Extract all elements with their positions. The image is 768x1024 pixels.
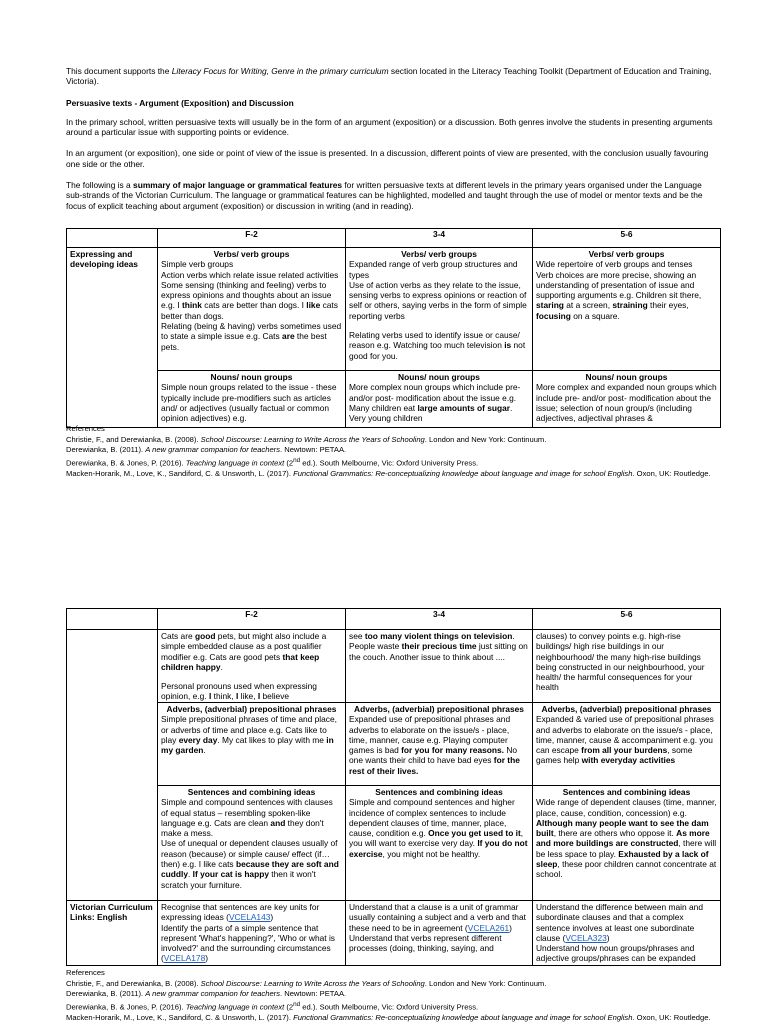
- text: Understand the difference between main and subordinate clauses and that a complex sentence involves at least one subordinate clause (: [536, 902, 703, 943]
- text: Relating (being & having) verbs sometimes used to state a simple issue e.g. Cats: [161, 321, 342, 342]
- text: , there are others who oppose it.: [553, 828, 677, 839]
- table-row: [67, 786, 721, 901]
- text: , you will want to exercise very day.: [349, 828, 524, 849]
- intro-paragraph-1: [66, 66, 716, 87]
- text: is: [504, 340, 512, 351]
- text: their eyes,: [647, 300, 689, 311]
- text: Exhausted by a lack of sleep: [536, 848, 709, 870]
- text: Understand that a clause is a unit of grammar usually containing a subject and a verb and that these need to be in agreement (: [349, 902, 526, 933]
- text: ): [270, 912, 274, 923]
- text: [161, 838, 342, 889]
- cell-verbs-34: [346, 248, 533, 371]
- text: at a screen,: [563, 300, 613, 311]
- curriculum-link[interactable]: VCELA143: [228, 912, 271, 923]
- text: Teaching language in context: [185, 1002, 285, 1012]
- text: [349, 631, 529, 662]
- text: As more and more buildings are constructed: [536, 828, 710, 849]
- text: ): [606, 932, 610, 943]
- text: their precious time: [401, 641, 477, 652]
- text: More complex and expanded noun groups which include pre- and/or post- modification about the issue; selection of noun group/s (including adjectives, adjectival phrases &: [536, 382, 717, 424]
- text: If your cat is happy: [192, 869, 269, 880]
- text: Literacy Focus for Writing, Genre in the primary curriculum: [171, 66, 389, 76]
- text: Macken-Horarik, M., Love, K., Sandiford, C. & Unsworth, L. (2017).: [66, 468, 294, 478]
- curriculum-link[interactable]: VCELA323: [565, 932, 607, 943]
- text: . My cat likes to play with me: [217, 734, 327, 745]
- text: More complex noun groups which include pre- and/or post- modification about the issue e.g. Many children eat: [349, 382, 521, 413]
- text: . Oxon, UK: Routledge.: [632, 468, 711, 478]
- text: on a square.: [570, 310, 620, 321]
- text: The following is a: [66, 180, 134, 191]
- reference-item: [66, 435, 716, 446]
- curriculum-link[interactable]: VCELA178: [163, 953, 206, 964]
- intro-paragraph-4: [66, 180, 716, 211]
- text: , there will be less space to play.: [536, 838, 717, 859]
- cell-continued-34: [346, 630, 533, 703]
- header-56: 5-6: [533, 609, 721, 630]
- text: straining: [612, 300, 648, 311]
- text: , these poor children cannot concentrate at school.: [536, 859, 717, 880]
- table-header-row: [67, 229, 721, 248]
- text: think: [181, 300, 202, 311]
- subheading: Sentences and combining ideas: [562, 787, 691, 797]
- table-row: [67, 901, 721, 966]
- text: [161, 923, 342, 964]
- text: Derewianka, B. (2011).: [66, 989, 146, 999]
- text: large amounts of sugar: [417, 402, 511, 413]
- header-f2: F-2: [158, 609, 346, 630]
- text: School Discourse: Learning to Write Across the Years of Schooling: [200, 434, 425, 444]
- text: A new grammar companion for teachers: [145, 445, 280, 455]
- text: Derewianka, B. & Jones, P. (2016).: [66, 458, 186, 468]
- text: Expanded & varied use of prepositional phrases and adverbs to elaborate on the issue/s - place, time, manner, cause & accompaniment e.g. you can escape: [536, 714, 714, 756]
- text: This document supports the: [66, 66, 172, 76]
- page-2: [0, 512, 768, 1024]
- text: section located in the Literacy Teaching Toolkit (Department of Education and Training, Victoria).: [66, 66, 712, 87]
- text: , you might not be healthy.: [382, 848, 481, 859]
- cell-sentences-f2: [158, 786, 346, 901]
- text: [161, 681, 342, 701]
- text: [161, 797, 342, 838]
- text: nd: [293, 1000, 301, 1008]
- text: that keep children happy: [161, 651, 320, 672]
- text: Expanded range of verb group structures and types: [349, 259, 518, 280]
- text: in my garden: [161, 734, 334, 756]
- text: like,: [238, 691, 258, 701]
- text: nd: [293, 456, 301, 464]
- text: the best pets.: [161, 331, 327, 352]
- text: . Newtown: PETAA.: [280, 989, 347, 999]
- text: [349, 797, 529, 859]
- reference-item: [66, 456, 716, 469]
- text: Simple noun groups related to the issue - these typically include pre-modifiers such as articles and/ or adjectives (usually factual or common opinion adjectives) e.g.: [161, 382, 337, 424]
- text: every day: [178, 734, 218, 745]
- row-heading-curriculum: Victorian Curriculum Links: English: [67, 901, 158, 966]
- text: [349, 330, 529, 361]
- text: ): [509, 922, 512, 933]
- text: think,: [211, 691, 236, 701]
- cell-nouns-34: [346, 371, 533, 428]
- text: Simple and compound sentences with clauses of equal status – resembling spoken-like language e.g. Cats are clean: [161, 797, 333, 828]
- intro-paragraph-3: In an argument (or exposition), one side or point of view of the issue is presented. In a discussion, different points of view are presented, with the conclusion usually favouring one side or the other.: [66, 148, 709, 169]
- text: . Very young children: [349, 402, 513, 424]
- text: If you do not exercise: [349, 838, 528, 859]
- cell-continued-f2: [158, 630, 346, 703]
- text: see: [349, 631, 365, 641]
- reference-item: [66, 989, 716, 1000]
- features-table-part-1: [66, 228, 721, 428]
- text: Macken-Horarik, M., Love, K., Sandiford, C. & Unsworth, L. (2017).: [66, 1012, 294, 1022]
- text: Relating verbs used to identify issue or cause/ reason e.g. Watching too much television: [349, 330, 520, 351]
- text: Functional Grammatics: Re-conceptualizing knowledge about language and image for school English: [293, 468, 633, 478]
- header-empty: [67, 229, 158, 248]
- text: Identify the parts of a simple sentence that represent 'What's happening?', 'Who or what is involved?' and the surrounding circumstances (: [161, 922, 335, 964]
- intro-paragraph-2: In the primary school, written persuasive texts will usually be in the form of an argument (exposition) or a discussion. Both genres involve the students in presenting arguments around a particular issue with supporting points or evidence.: [66, 116, 713, 138]
- text: for written persuasive texts at different levels in the primary years organised under the Language sub-strands of the Victorian Curriculum. The language or grammatical features can be highlighted, modelled and taught through the use of model or mentor texts and be the focus of explicit teaching about argument (exposition) or discussion in writing (and in reading).: [66, 180, 703, 211]
- text: I: [208, 691, 212, 701]
- cell-adverbs-f2: [158, 703, 346, 786]
- text: Understand that verbs represent different processes (doing, thinking, saying, and: [349, 932, 502, 954]
- text: Personal pronouns used when expressing opinion, e.g.: [161, 681, 317, 701]
- references: [66, 424, 716, 480]
- text: with everyday activities: [581, 755, 676, 766]
- header-56: 5-6: [533, 229, 721, 248]
- text: just sitting on the couch. Another issue to think about ....: [349, 641, 528, 662]
- curriculum-link[interactable]: VCELA261: [467, 922, 510, 933]
- text: Wide range of dependent clauses (time, manner, place, cause, condition, concession) e.g.: [536, 797, 717, 818]
- text: .: [203, 745, 206, 756]
- text: clauses) to convey points e.g. high-rise buildings/ high rise buildings in our neighbourhood/ the many high-rise buildings being constructed in our neighbourhood, your health/ the harmful consequences for your health: [536, 631, 705, 693]
- text: Once you get used to it: [428, 828, 521, 839]
- text: Wide repertoire of verb groups and tenses: [536, 259, 693, 270]
- text: I: [257, 691, 261, 701]
- text: [161, 902, 342, 923]
- cell-continued-56: [533, 630, 721, 703]
- header-34: 3-4: [346, 229, 533, 248]
- text: Verb choices are more precise, showing an understanding of presentation of issue and supporting arguments e.g. Children sit there,: [536, 269, 702, 301]
- cell-adverbs-56: [533, 703, 721, 786]
- text: [349, 382, 529, 423]
- text: (2: [284, 458, 294, 468]
- text: too many violent things on television: [364, 631, 513, 641]
- text: Use of action verbs as they relate to the issue, sensing verbs to express opinions or reaction of self or others, saying verbs in the form of simple reporting verbs: [349, 279, 527, 321]
- text: (2: [284, 1002, 294, 1012]
- text: School Discourse: Learning to Write Across the Years of Schooling: [200, 978, 425, 988]
- text: [161, 631, 342, 672]
- cell-curriculum-34: [346, 901, 533, 966]
- table-row: [67, 248, 721, 371]
- cell-verbs-f2: [158, 248, 346, 371]
- header-f2: F-2: [158, 229, 346, 248]
- text: [536, 797, 717, 879]
- text: . London and New York: Continuum.: [424, 434, 547, 444]
- cell-adverbs-34: [346, 703, 533, 786]
- cell-curriculum-f2: [158, 901, 346, 966]
- features-table-part-2: [66, 608, 721, 966]
- section-heading: Persuasive texts - Argument (Exposition) and Discussion: [66, 97, 294, 108]
- cell-verbs-56: [533, 248, 721, 371]
- text: they don't make a mess.: [161, 817, 324, 839]
- text: and: [270, 817, 286, 828]
- text: [349, 714, 529, 776]
- subheading: Sentences and combining ideas: [375, 787, 503, 797]
- text: Derewianka, B. & Jones, P. (2016).: [66, 1002, 186, 1012]
- text: Christie, F., and Derewianka, B. (2008).: [66, 434, 201, 444]
- text: Use of unequal or dependent clauses usually of reason (because) or simple cause/ effect (if…then) e.g. I like cats: [161, 838, 338, 870]
- text: for the rest of their lives.: [349, 755, 520, 776]
- text: [349, 902, 529, 933]
- header-empty: [67, 609, 158, 630]
- table-header-row: [67, 609, 721, 630]
- table-row: [67, 703, 721, 786]
- text: from all your burdens: [581, 745, 668, 756]
- spacer: [161, 672, 342, 681]
- text: . London and New York: Continuum.: [424, 978, 547, 988]
- text: Christie, F., and Derewianka, B. (2008).: [66, 978, 201, 988]
- text: [536, 714, 717, 765]
- subheading: Nouns/ noun groups: [398, 372, 480, 382]
- subheading: Sentences and combining ideas: [187, 787, 316, 797]
- text: . People waste: [349, 631, 515, 652]
- cell-nouns-56: [533, 371, 721, 428]
- text: [536, 902, 717, 943]
- text: for you for many reasons.: [401, 745, 504, 756]
- text: Teaching language in context: [185, 458, 285, 468]
- text: [161, 714, 342, 755]
- text: Recognise that sentences are key units for expressing ideas (: [161, 902, 320, 923]
- cell-sentences-56: [533, 786, 721, 901]
- text: . Oxon, UK: Routledge.: [632, 1012, 711, 1022]
- subheading: Verbs/ verb groups: [588, 249, 665, 259]
- text: staring: [536, 300, 564, 311]
- subheading: Nouns/ noun groups: [585, 372, 668, 382]
- intro: [66, 66, 716, 222]
- cell-nouns-f2: [158, 371, 346, 428]
- text: No one wants their child to have bad eyes: [349, 745, 518, 766]
- references-title: References: [66, 424, 105, 433]
- text: Simple prepositional phrases of time and place, or adverbs of time and place e.g. Cats like to play: [161, 714, 337, 745]
- text: ed.). South Melbourne, Vic: Oxford University Press.: [300, 458, 479, 468]
- row-heading-empty: [67, 630, 158, 901]
- text: . Newtown: PETAA.: [280, 445, 347, 455]
- text: , some games help: [536, 745, 693, 766]
- subheading: Nouns/ noun groups: [210, 372, 293, 382]
- text: I: [235, 691, 239, 701]
- text: because they are soft and cuddly: [161, 859, 339, 880]
- text: Functional Grammatics: Re-conceptualizing knowledge about language and image for school English: [293, 1012, 633, 1022]
- cell-sentences-34: [346, 786, 533, 901]
- reference-item: [66, 979, 716, 990]
- text: then it won't scratch your furniture.: [161, 869, 316, 890]
- text: Action verbs which relate issue related activities: [161, 269, 339, 280]
- text: cats better than dogs.: [161, 300, 338, 321]
- table-row: [67, 371, 721, 428]
- reference-item: [66, 445, 716, 456]
- text: like: [306, 300, 321, 311]
- text: Expanded use of prepositional phrases and adverbs to elaborate on the issue/s - place, time, manner, cause e.g. Playing computer games is bad: [349, 714, 511, 756]
- reference-item: [66, 1000, 716, 1013]
- text: summary of major language or grammatical features: [133, 180, 343, 191]
- text: Derewianka, B. (2011).: [66, 445, 146, 455]
- text: Although many people want to see the dam built: [536, 817, 709, 839]
- header-34: 3-4: [346, 609, 533, 630]
- subheading: Verbs/ verb groups: [213, 249, 290, 259]
- text: .: [188, 869, 193, 880]
- text: [161, 321, 342, 352]
- text: ed.). South Melbourne, Vic: Oxford University Press.: [300, 1002, 479, 1012]
- text: Cats are: [161, 631, 195, 641]
- spacer: [349, 321, 529, 330]
- text: pets, but might also include a simple embedded clause as a post qualifier modifier e.g. Cats are good pets: [161, 631, 327, 662]
- references: [66, 968, 716, 1024]
- cell-curriculum-56: [533, 901, 721, 966]
- reference-item: [66, 469, 716, 480]
- text: not good for you.: [349, 340, 526, 361]
- subheading: Adverbs, (adverbial) prepositional phrases: [354, 704, 524, 714]
- text: Understand how noun groups/phrases and adjective groups/phrases can be expanded: [536, 943, 696, 964]
- text: .: [220, 661, 223, 672]
- text: ): [205, 953, 209, 964]
- subheading: Adverbs, (adverbial) prepositional phrases: [541, 704, 712, 714]
- text: focusing: [536, 310, 571, 321]
- text: cats are better than dogs. I: [201, 300, 307, 311]
- text: Simple verb groups: [161, 259, 234, 270]
- table-row: [67, 630, 721, 703]
- text: [536, 270, 717, 321]
- text: [161, 280, 342, 321]
- text: A new grammar companion for teachers: [145, 989, 280, 999]
- subheading: Verbs/ verb groups: [401, 249, 477, 259]
- text: are: [282, 331, 295, 342]
- references-title: References: [66, 968, 105, 977]
- text: believe: [260, 691, 290, 701]
- text: Some sensing (thinking and feeling) verbs to express opinions and thoughts about an issue e.g. I: [161, 279, 332, 311]
- subheading: Adverbs, (adverbial) prepositional phrases: [166, 704, 337, 714]
- text: good: [194, 631, 216, 641]
- reference-item: [66, 1013, 716, 1024]
- text: Simple and compound sentences and higher incidence of complex sentences to include dependent clauses of time, manner, place, cause, condition e.g.: [349, 797, 515, 839]
- row-heading-expressing: Expressing and developing ideas: [67, 248, 158, 428]
